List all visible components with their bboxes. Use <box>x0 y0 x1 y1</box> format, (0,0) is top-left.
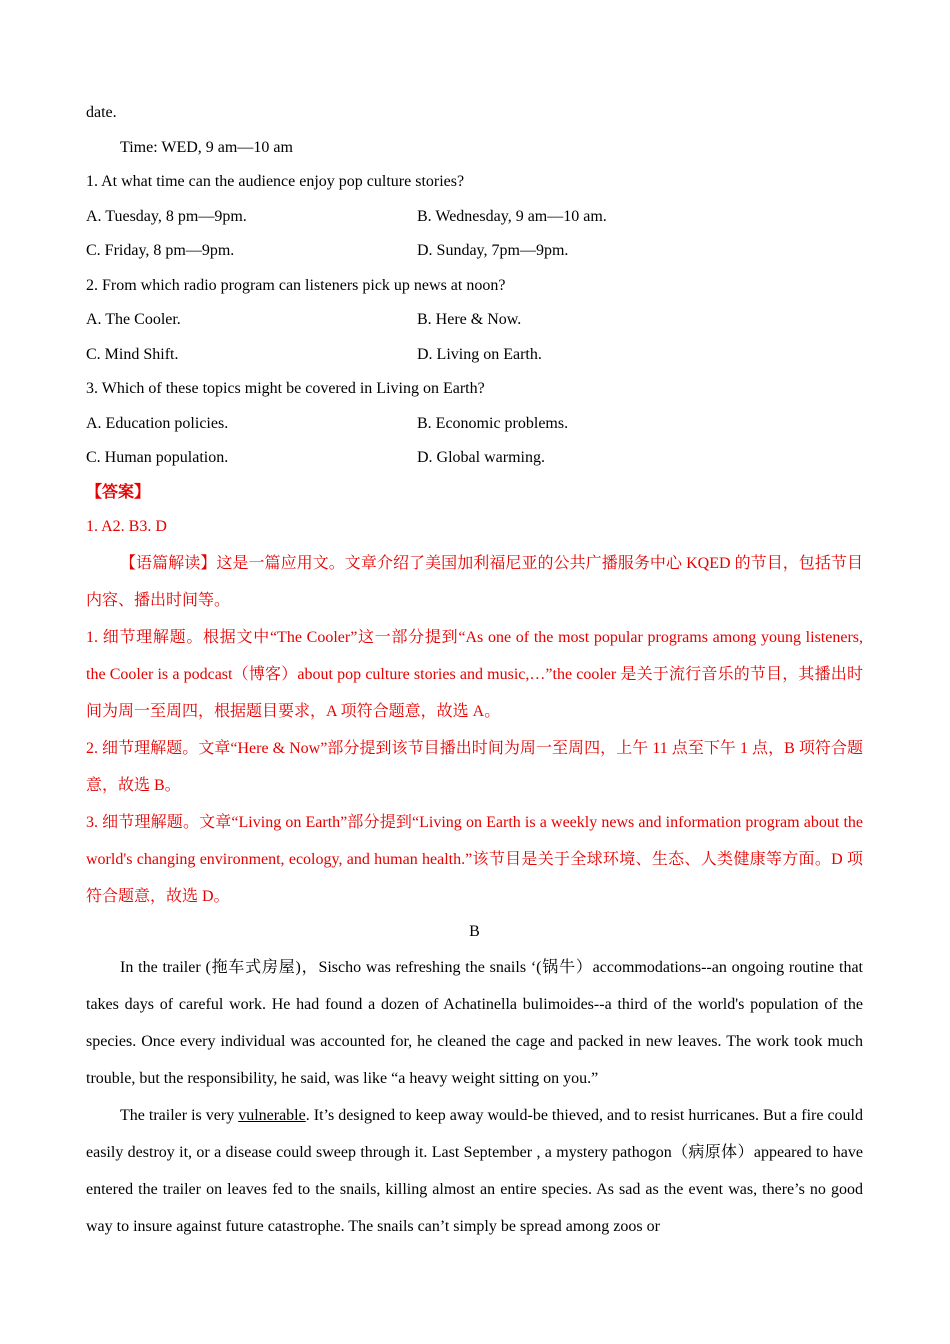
option-a: A. Education policies. <box>86 414 229 432</box>
question-stem: 2. From which radio program can listeners pick up news at noon? <box>86 276 506 294</box>
option-d: D. Living on Earth. <box>417 345 542 363</box>
option-row <box>86 338 863 373</box>
option-b: B. Wednesday, 9 am—10 am. <box>417 207 607 225</box>
question-1 <box>86 165 863 269</box>
underlined-word: vulnerable <box>238 1107 306 1124</box>
option-d: D. Sunday, 7pm—9pm. <box>417 242 569 259</box>
question-stem: 3. Which of these topics might be covered in Living on Earth? <box>86 380 485 397</box>
option-a: A. The Cooler. <box>86 311 181 328</box>
option-c: C. Friday, 8 pm—9pm. <box>86 242 235 259</box>
option-b: B. Here & Now. <box>417 311 522 328</box>
program-time: Time: WED, 9 am—10 am <box>120 138 293 156</box>
passage-paragraph-1: In the trailer (拖车式房屋)，Sischo was refreshing the snails ‘(锅牛）accommodations--an ongoing routine that takes days of careful work. He had found a dozen of Achatinella bulimoides--a third of the world's population of the species. Once every individual was accounted for, he cleaned the cage and packed in new leaves. The work took much trouble, but the responsibility, he said, was like “a heavy weight sitting on you.” <box>86 959 863 1087</box>
option-b: B. Economic problems. <box>417 414 569 432</box>
option-d: D. Global warming. <box>417 449 545 466</box>
option-row <box>86 200 863 235</box>
option-row <box>86 407 863 442</box>
document-page <box>86 96 863 1245</box>
passage-overview: 【语篇解读】这是一篇应用文。文章介绍了美国加利福尼亚的公共广播服务中心 KQED 的节目，包括节目内容、播出时间等。 <box>86 554 863 609</box>
explanation-2: 2. 细节理解题。文章“Here & Now”部分提到该节目播出时间为周一至周四，上午 11 点至下午 1 点，B 项符合题意，故选 B。 <box>86 739 863 794</box>
option-row <box>86 303 863 338</box>
explanation-1: 1. 细节理解题。根据文中“The Cooler”这一部分提到“As one of the most popular programs among young listeners, the Cooler is a podcast（博客）about pop culture stories and music,…”the cooler 是关于流行音乐的节目，其播出时间为周一至周四，根据题目要求，A 项符合题意，故选 A。 <box>86 628 863 720</box>
date-fragment: date. <box>86 104 117 121</box>
option-row <box>86 441 863 476</box>
question-3 <box>86 372 863 476</box>
option-c: C. Mind Shift. <box>86 345 179 363</box>
option-c: C. Human population. <box>86 449 229 466</box>
answer-heading: 【答案】 <box>86 483 151 501</box>
question-stem: 1. At what time can the audience enjoy pop culture stories? <box>86 173 465 190</box>
answer-key: 1. A2. B3. D <box>86 518 167 535</box>
passage-paragraph-2 <box>86 1097 863 1245</box>
paragraph-text: The trailer is very <box>120 1107 239 1124</box>
section-label: B <box>469 922 480 940</box>
option-a: A. Tuesday, 8 pm—9pm. <box>86 207 247 225</box>
paragraph-text: . It’s designed to keep away would-be thieved, and to resist hurricanes. But a fire could easily destroy it, or a disease could sweep through it. Last September , a mystery pathogon（病原体）appeared to have entered the trailer on leaves fed to the snails, killing almost an entire species. As sad as the event was, there’s no good way to insure against future catastrophe. The snails can’t simply be spread among zoos or <box>86 1107 864 1235</box>
explanation-3: 3. 细节理解题。文章“Living on Earth”部分提到“Living on Earth is a weekly news and information program about the world's changing environment, ecology, and human health.”该节目是关于全球环境、生态、人类健康等方面。D 项符合题意，故选 D。 <box>86 813 863 905</box>
question-2 <box>86 269 863 373</box>
option-row <box>86 234 863 269</box>
